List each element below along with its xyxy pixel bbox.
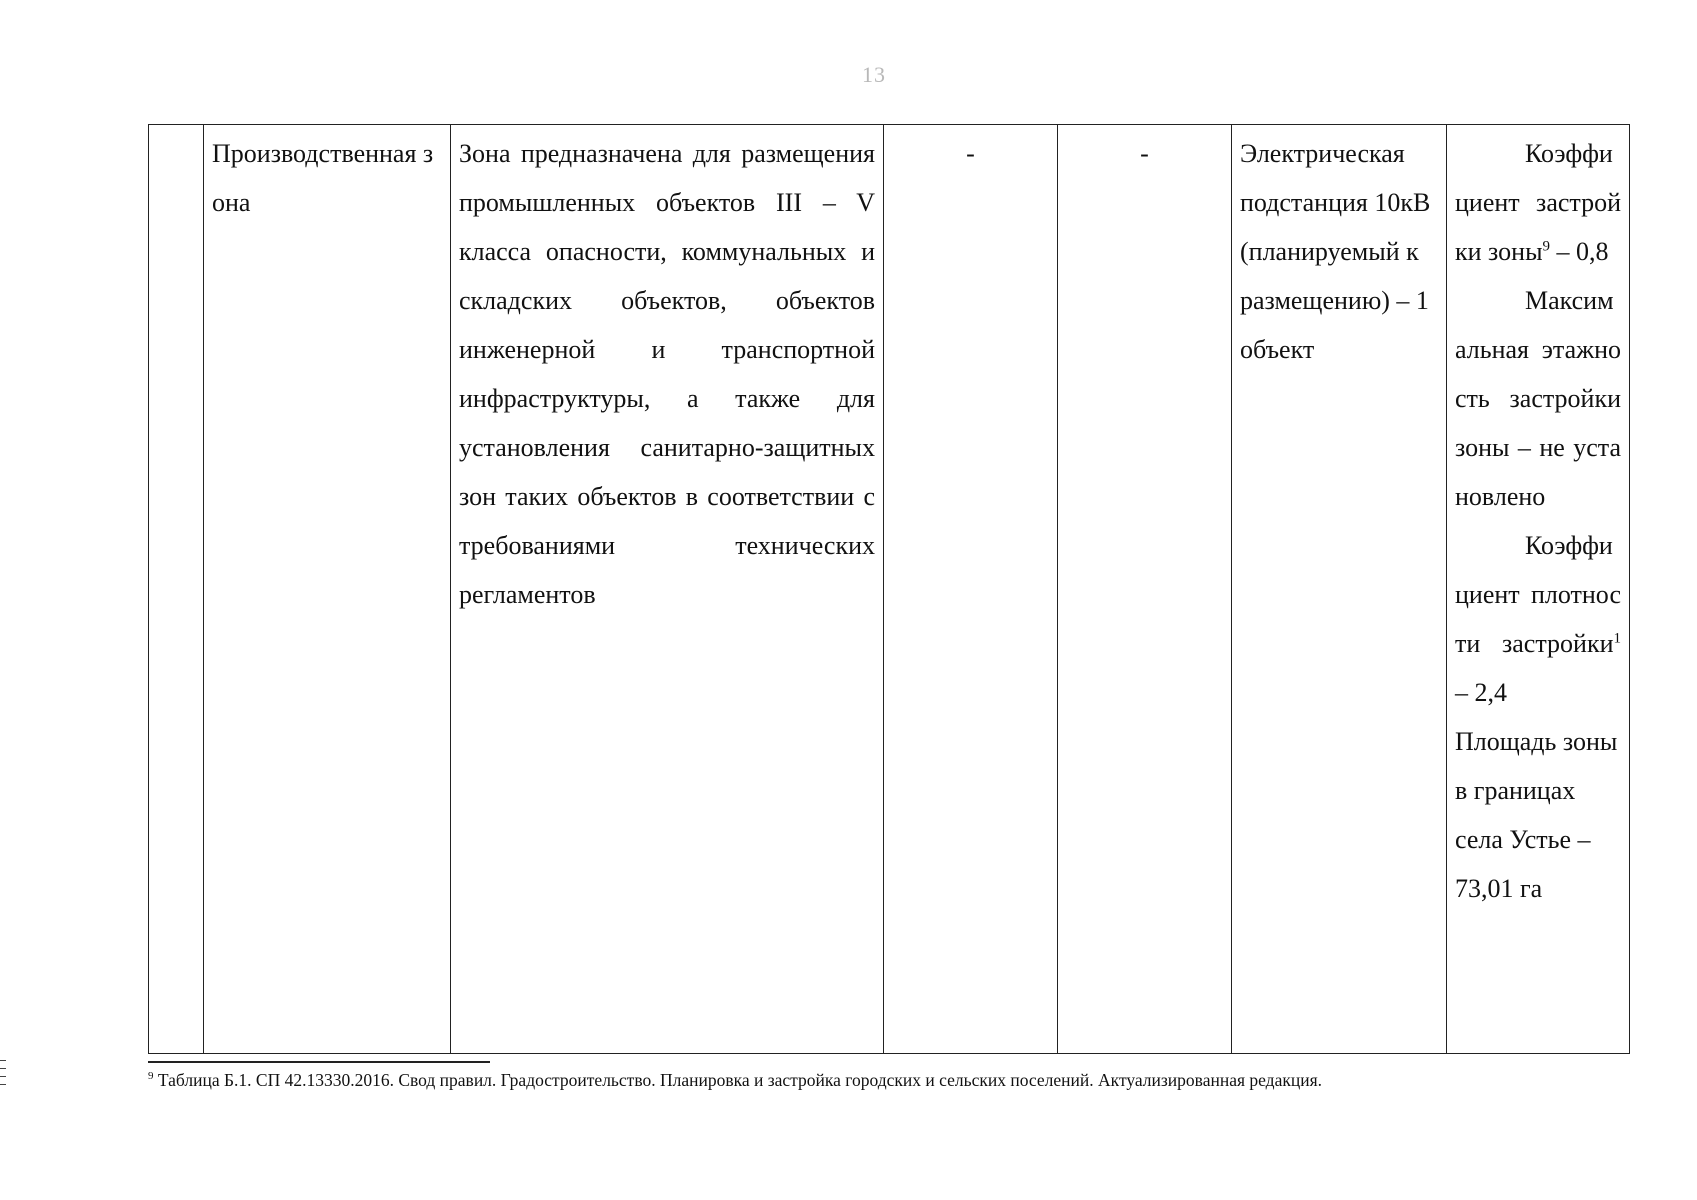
facilities-text: Электрическая подстанция 10кВ (планируемый к размещению) – 1 объект	[1240, 139, 1431, 364]
density-coefficient-label: Коэффициент плотности застройки	[1455, 531, 1621, 658]
footnote-marker: 9	[148, 1070, 154, 1083]
zone-name: Производственная зона	[212, 139, 434, 217]
building-coefficient-label: Коэффициент застройки зоны	[1455, 139, 1621, 266]
footnote	[148, 1070, 1322, 1091]
building-coefficient	[1455, 129, 1621, 276]
row-index-cell	[149, 125, 204, 1054]
footnote-text: Таблица Б.1. СП 42.13330.2016. Свод правил. Градостроительство. Планировка и застройка городских и сельских поселений. Актуализированная редакция.	[153, 1070, 1323, 1090]
zone-purpose: Зона предназначена для размещения промышленных объектов III – V класса опасности, коммунальных и складских объектов, объектов инженерной и транспортной инфраструктуры, а также для установления санитарно-защитных зон таких объектов в соответствии с требованиями технических регламентов	[459, 139, 875, 609]
facilities-cell	[1232, 125, 1447, 1054]
zone-regulations-table	[148, 124, 1630, 1054]
footnote-separator	[148, 1061, 490, 1063]
page-number: 13	[862, 62, 886, 87]
column-4-cell: -	[884, 125, 1058, 1054]
zone-purpose-cell	[451, 125, 884, 1054]
parameters-cell	[1447, 125, 1630, 1054]
table-row	[149, 125, 1630, 1054]
scan-margin-marks	[0, 1060, 8, 1100]
zone-name-cell	[204, 125, 451, 1054]
density-coefficient-value: – 2,4	[1455, 678, 1507, 707]
footnote-ref-9: 9	[1542, 238, 1551, 255]
zone-area: Площадь зоны в границах села Устье – 73,01 га	[1455, 727, 1618, 903]
footnote-ref-1: 1	[1613, 630, 1621, 647]
max-floors: Максимальная этажность застройки зоны – не установлено	[1455, 286, 1621, 511]
building-coefficient-value: – 0,8	[1550, 237, 1609, 266]
column-5-cell: -	[1058, 125, 1232, 1054]
density-coefficient	[1455, 521, 1621, 717]
